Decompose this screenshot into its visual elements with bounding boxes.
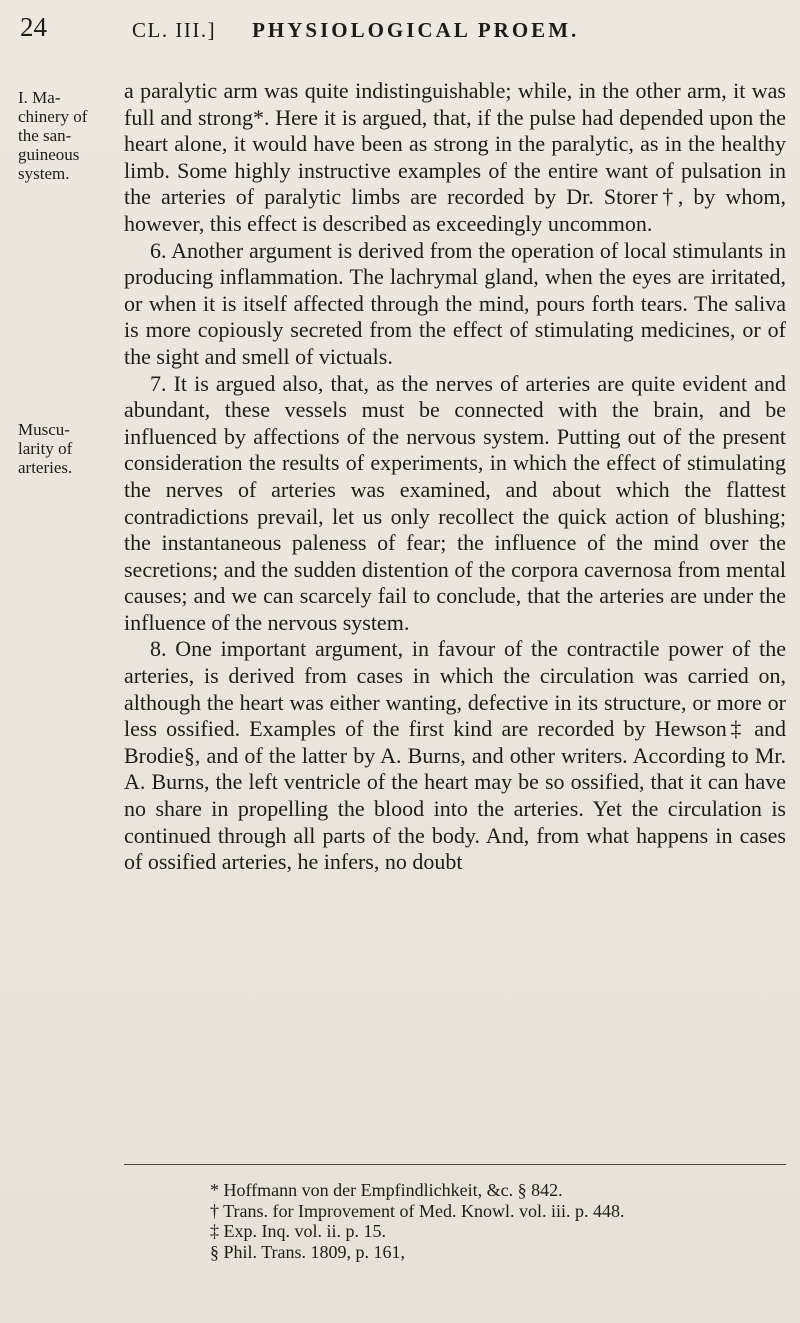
- running-title: PHYSIOLOGICAL PROEM.: [252, 18, 580, 42]
- margin-note-line: Muscu-: [18, 420, 70, 439]
- margin-note-line: I. Ma-: [18, 88, 61, 107]
- margin-note-line: larity of: [18, 439, 73, 458]
- paragraph-continued: a paralytic arm was quite indistinguishable; while, in the other arm, it was full and strong*. Here it is argued, that, if the pulse had depended upon the heart alone, it would have been as strong in the paralytic, as in the healthy limb. Some highly instructive examples of the entire want of pulsation in the arteries of paralytic limbs are recorded by Dr. Storer†, by whom, however, this effect is described as exceedingly uncommon.: [124, 78, 786, 236]
- paragraph-7: 7. It is argued also, that, as the nerves of arteries are quite evident and abundant, these vessels must be connected with the brain, and be influenced by affections of the nervous system. Putting out of the present consideration the results of experiments, in which the effect of stimulating the nerves of arteries was examined, and about which the flattest contradictions prevail, let us only recollect the quick action of blushing; the instantaneous paleness of fear; the influence of the mind over the secretions; and the sudden distention of the corpora cavernosa from mental causes; and we can scarcely fail to conclude, that the arteries are under the influence of the nervous system.: [124, 370, 786, 635]
- page-header: [20, 8, 780, 48]
- footnote: ‡ Exp. Inq. vol. ii. p. 15.: [210, 1221, 386, 1241]
- page-number: 24: [20, 12, 47, 42]
- margin-note-line: guineous: [18, 145, 80, 164]
- margin-note-line: chinery of: [18, 107, 88, 126]
- body-text: [124, 78, 786, 876]
- footnote: † Trans. for Improvement of Med. Knowl. vol. iii. p. 448.: [210, 1200, 625, 1221]
- margin-note-muscularity: [18, 420, 110, 477]
- paragraph-8: 8. One important argument, in favour of the contractile power of the arteries, is derived from cases in which the circulation was carried on, although the heart was either wanting, defective in its structure, or more or less ossified. Examples of the first kind are recorded by Hewson‡ and Brodie§, and of the latter by A. Burns, and other writers. According to Mr. A. Burns, the left ventricle of the heart may be so ossified, that it can have no share in propelling the blood into the arteries. Yet the circulation is continued through all parts of the body. And, from what happens in cases of ossified arteries, he infers, no doubt: [124, 636, 786, 875]
- margin-note-line: the san-: [18, 126, 72, 145]
- footnotes: [210, 1180, 780, 1262]
- footnote: § Phil. Trans. 1809, p. 161,: [210, 1241, 406, 1262]
- paragraph-6: 6. Another argument is derived from the operation of local stimulants in producing inflammation. The lachrymal gland, when the eyes are irritated, or when it is itself affected through the mind, pours forth tears. The saliva is more copiously secreted from the effect of stimulating medicines, or of the sight and smell of victuals.: [124, 237, 786, 369]
- margin-note-line: arteries.: [18, 458, 73, 477]
- footnote-divider: [124, 1164, 786, 1165]
- running-head: [132, 18, 579, 43]
- margin-note-machinery: [18, 88, 110, 183]
- footnote: * Hoffmann von der Empfindlichkeit, &c. § 842.: [210, 1180, 563, 1200]
- margin-note-line: system.: [18, 164, 70, 183]
- chapter-reference: CL. III.]: [132, 18, 217, 42]
